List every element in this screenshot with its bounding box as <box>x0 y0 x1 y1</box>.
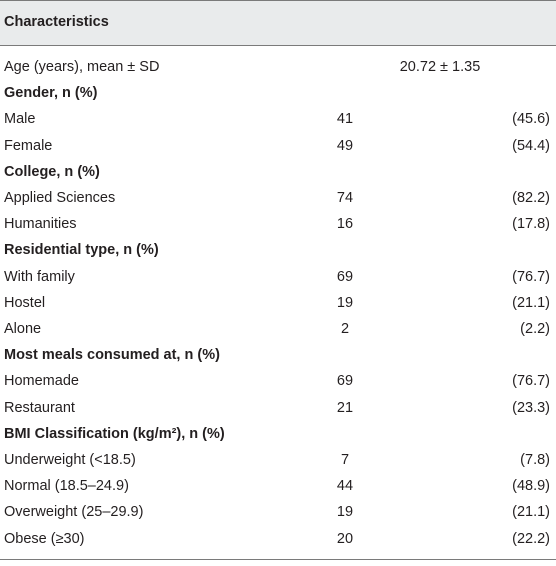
row-count: 7 <box>340 452 350 468</box>
row-percent: (17.8) <box>512 216 550 233</box>
table-row <box>0 499 556 525</box>
table-row <box>0 526 556 552</box>
row-count: 21 <box>336 399 354 416</box>
row-percent: (82.2) <box>512 190 550 206</box>
section-row <box>0 80 556 106</box>
table-row <box>0 185 556 211</box>
row-count: 19 <box>336 294 354 311</box>
row-percent: (21.1) <box>512 504 550 521</box>
row-label: Female <box>4 137 53 154</box>
row-label: Alone <box>4 321 42 337</box>
row-count: 44 <box>336 478 354 495</box>
header-rule <box>0 45 556 46</box>
row-label: With family <box>4 268 75 285</box>
section-label: Most meals consumed at, n (%) <box>4 347 220 364</box>
row-label: Hostel <box>4 294 46 311</box>
row-percent: (54.4) <box>512 137 550 154</box>
table-row <box>0 133 556 159</box>
row-percent: (45.6) <box>512 111 550 128</box>
row-label: Overweight (25–29.9) <box>4 504 144 521</box>
row-label: Obese (≥30) <box>4 530 85 547</box>
top-rule <box>0 0 556 1</box>
row-count: 41 <box>336 111 354 128</box>
row-percent: (76.7) <box>512 268 550 285</box>
row-count: 19 <box>336 504 354 521</box>
row-count: 74 <box>336 190 354 206</box>
table-row <box>0 368 556 394</box>
section-label: BMI Classification (kg/m²), n (%) <box>4 425 225 442</box>
row-label: Applied Sciences <box>4 190 116 206</box>
row-percent: (23.3) <box>512 399 550 416</box>
table-row <box>0 264 556 290</box>
table-row <box>0 316 556 342</box>
table-row <box>0 106 556 132</box>
section-row <box>0 159 556 185</box>
section-label: Residential type, n (%) <box>4 242 159 259</box>
row-label: Restaurant <box>4 399 75 416</box>
table-row <box>0 395 556 421</box>
row-value: 20.72 ± 1.35 <box>399 59 481 75</box>
row-label: Age (years), mean ± SD <box>4 59 160 75</box>
row-count: 69 <box>336 268 354 285</box>
row-percent: (21.1) <box>512 294 550 311</box>
row-label: Male <box>4 111 36 128</box>
row-label: Humanities <box>4 216 77 233</box>
row-count: 49 <box>336 137 354 154</box>
table-row <box>0 54 556 80</box>
row-percent: (22.2) <box>512 530 550 547</box>
row-count: 69 <box>336 373 354 390</box>
bottom-rule <box>0 559 556 560</box>
row-percent: (48.9) <box>512 478 550 495</box>
table-row <box>0 447 556 473</box>
section-row <box>0 421 556 447</box>
table-header <box>0 0 556 45</box>
row-label: Underweight (<18.5) <box>4 452 136 468</box>
table-row <box>0 211 556 237</box>
section-label: College, n (%) <box>4 163 100 180</box>
header-title: Characteristics <box>4 14 109 30</box>
section-row <box>0 342 556 368</box>
section-label: Gender, n (%) <box>4 85 98 102</box>
row-percent: (76.7) <box>512 373 550 390</box>
row-percent: (7.8) <box>520 452 550 468</box>
row-label: Normal (18.5–24.9) <box>4 478 129 495</box>
row-count: 20 <box>336 530 354 547</box>
section-row <box>0 237 556 263</box>
row-count: 2 <box>340 321 350 337</box>
row-percent: (2.2) <box>520 321 550 337</box>
row-label: Homemade <box>4 373 79 390</box>
row-count: 16 <box>336 216 354 233</box>
table-row <box>0 290 556 316</box>
table-row <box>0 473 556 499</box>
